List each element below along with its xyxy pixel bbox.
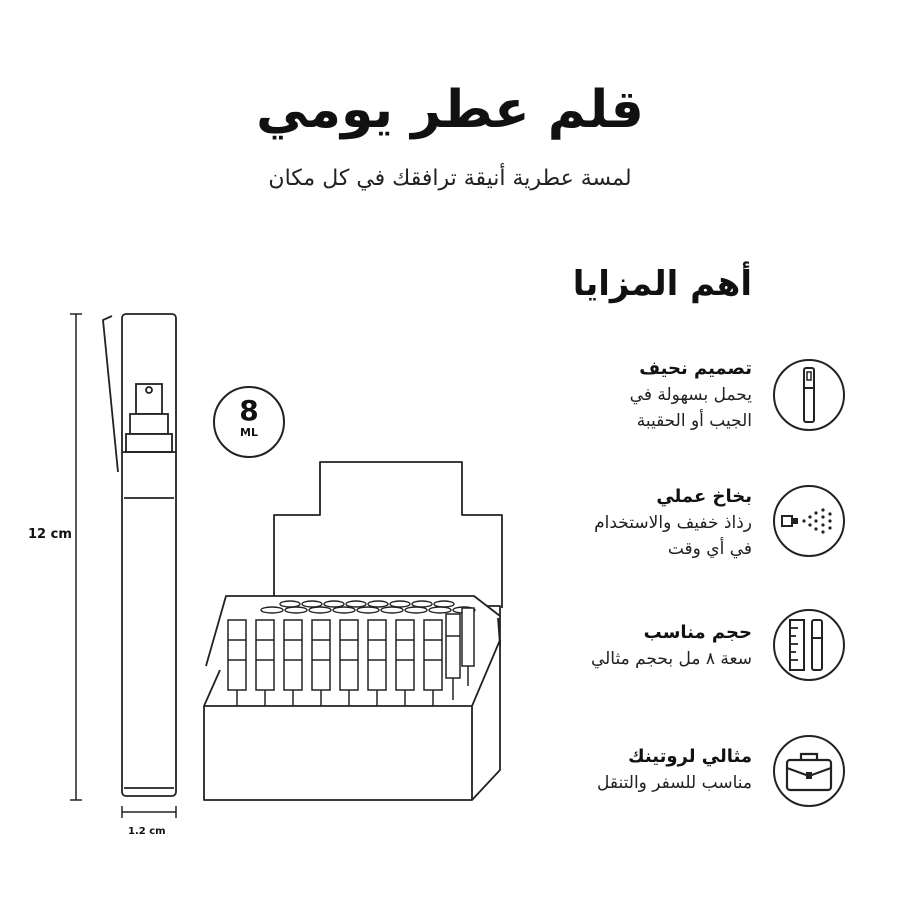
ruler-pen-icon: [772, 608, 846, 682]
feature-spray: [512, 484, 752, 562]
capacity-unit: ML: [240, 426, 258, 439]
front-bottles: [228, 608, 474, 706]
width-dimension-line: [122, 806, 176, 818]
capacity-value: 8: [239, 394, 259, 427]
feature-slim-design: [512, 356, 752, 434]
height-dimension-label: 12 cm: [28, 527, 72, 542]
briefcase-icon: [772, 734, 846, 808]
feature-routine: [512, 744, 752, 796]
feature-title: بخاخ عملي: [656, 486, 752, 507]
feature-desc-line: رذاذ خفيف والاستخدام: [594, 513, 752, 533]
slim-pen-icon: [772, 358, 846, 432]
feature-size: [512, 620, 752, 672]
bottle-rows: [261, 601, 475, 613]
feature-desc-line: سعة ٨ مل بحجم مثالي: [590, 649, 752, 669]
feature-desc-line: يحمل بسهولة في: [629, 385, 752, 405]
feature-title: مثالي لروتينك: [628, 746, 752, 767]
feature-desc-line: الجيب أو الحقيبة: [636, 411, 752, 431]
page-subtitle: لمسة عطرية أنيقة ترافقك في كل مكان: [268, 166, 632, 191]
feature-title: تصميم نحيف: [639, 358, 752, 379]
height-dimension-line: [70, 314, 82, 800]
feature-desc-line: في أي وقت: [667, 539, 752, 559]
features-heading: أهم المزايا: [572, 264, 752, 304]
page-title: قلم عطر يومي: [256, 80, 644, 140]
feature-title: حجم مناسب: [643, 622, 752, 643]
feature-desc-line: مناسب للسفر والتنقل: [597, 773, 752, 793]
perfume-pen-drawing: [103, 314, 176, 796]
spray-icon: [772, 484, 846, 558]
width-dimension-label: 1.2 cm: [128, 826, 166, 837]
capacity-badge: [213, 386, 285, 458]
